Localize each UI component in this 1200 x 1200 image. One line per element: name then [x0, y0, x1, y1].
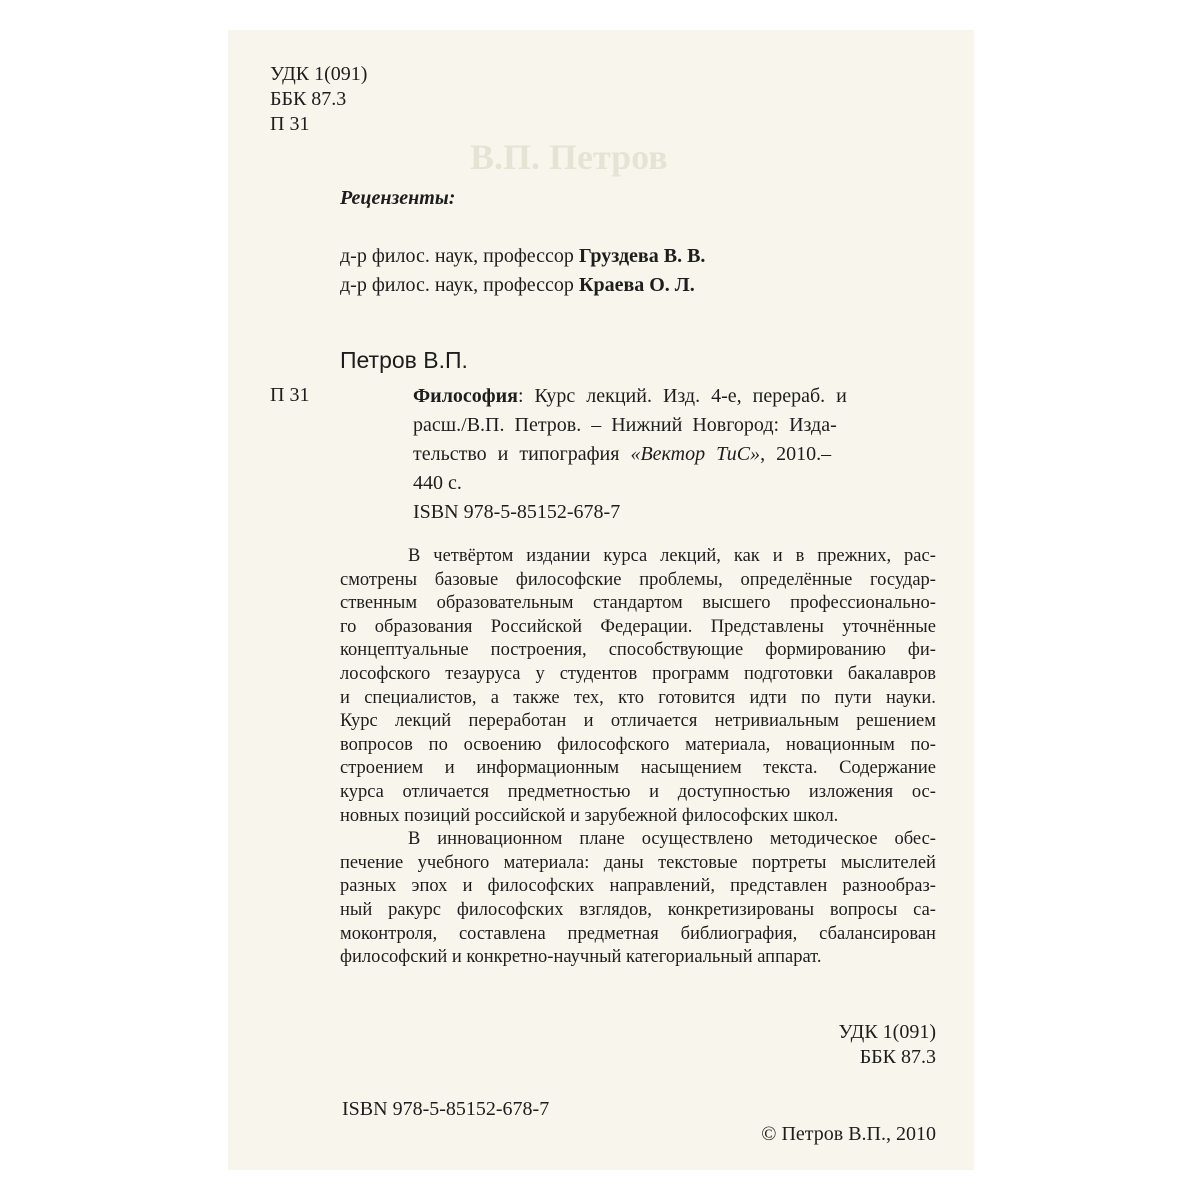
abstract-line: го образования Российской Федерации. Представлены уточнённые — [340, 616, 936, 637]
reviewers-heading: Рецензенты: — [340, 187, 456, 209]
bib-line — [413, 440, 936, 469]
abstract-line: В инновационном плане осуществлено методическое обес- — [408, 829, 936, 850]
abstract — [340, 545, 936, 970]
abstract-line: лософского тезауруса у студентов программ подготовки бакалавров — [340, 663, 936, 684]
bib-text: , 2010.– — [760, 443, 832, 465]
abstract-line: смотрены базовые философские проблемы, определённые государ- — [340, 569, 936, 590]
bib-line: 440 с. — [413, 472, 462, 494]
bib-text: : Курс лекций. Изд. 4-е, перераб. и — [517, 385, 847, 407]
isbn: ISBN 978-5-85152-678-7 — [413, 501, 621, 523]
bibliographic-record — [413, 382, 936, 527]
reviewer-title: д-р филос. наук, профессор — [340, 245, 574, 267]
abstract-line: концептуальные построения, способствующие формированию фи- — [340, 640, 936, 661]
abstract-line: В четвёртом издании курса лекций, как и в прежних, рас- — [408, 546, 936, 566]
reviewer-line — [340, 244, 705, 268]
abstract-line: и специалистов, а также тех, кто готовится идти по пути науки. — [340, 687, 936, 708]
classification-codes-bottom — [839, 1020, 936, 1070]
catalog-code: П 31 — [270, 384, 310, 406]
reviewer-name: Краева О. Л. — [578, 274, 695, 296]
abstract-line: ственным образовательным стандартом высшего профессионально- — [340, 593, 936, 614]
copyright: © Петров В.П., 2010 — [761, 1123, 936, 1145]
abstract-line: Курс лекций переработан и отличается нетривиальным решением — [340, 711, 936, 732]
abstract-line: философский и конкретно-научный категориальный аппарат. — [340, 947, 822, 968]
author-mark-code: П 31 — [270, 113, 310, 135]
bib-line — [413, 382, 936, 411]
bleed-through-text: В.П. Петров — [470, 137, 668, 177]
abstract-line: печение учебного материала: даны текстовые портреты мыслителей — [340, 852, 936, 873]
udk-code: УДК 1(091) — [838, 1021, 936, 1043]
abstract-line: моконтроля, составлена предметная библиография, сбалансирован — [340, 923, 936, 944]
reviewer-title: д-р филос. наук, профессор — [340, 274, 574, 296]
reviewer-line — [340, 273, 695, 297]
bib-text: тельство и типография — [413, 443, 620, 465]
bbk-code: ББК 87.3 — [859, 1046, 936, 1068]
abstract-line: вопросов по освоению философского материала, новационным по- — [340, 734, 936, 755]
abstract-line: разных эпох и философских направлений, представлен разнообраз- — [340, 876, 936, 897]
abstract-line: новных позиций российской и зарубежной философских школ. — [340, 805, 839, 826]
udk-code: УДК 1(091) — [270, 63, 368, 85]
abstract-line: курса отличается предметностью и доступностью изложения ос- — [340, 781, 936, 802]
bbk-code: ББК 87.3 — [270, 88, 347, 110]
reviewer-name: Груздева В. В. — [578, 245, 706, 267]
abstract-line: строением и информационным насыщением текста. Содержание — [340, 758, 936, 779]
bib-line: расш./В.П. Петров. – Нижний Новгород: Изда- — [413, 414, 837, 436]
book-title: Философия — [413, 385, 518, 407]
author-heading: Петров В.П. — [340, 347, 468, 373]
abstract-line: ный ракурс философских взглядов, конкретизированы вопросы са- — [340, 899, 936, 920]
publisher-name: «Вектор ТиС» — [630, 443, 761, 465]
classification-codes-top — [270, 62, 367, 137]
isbn-bottom: ISBN 978-5-85152-678-7 — [342, 1098, 550, 1120]
